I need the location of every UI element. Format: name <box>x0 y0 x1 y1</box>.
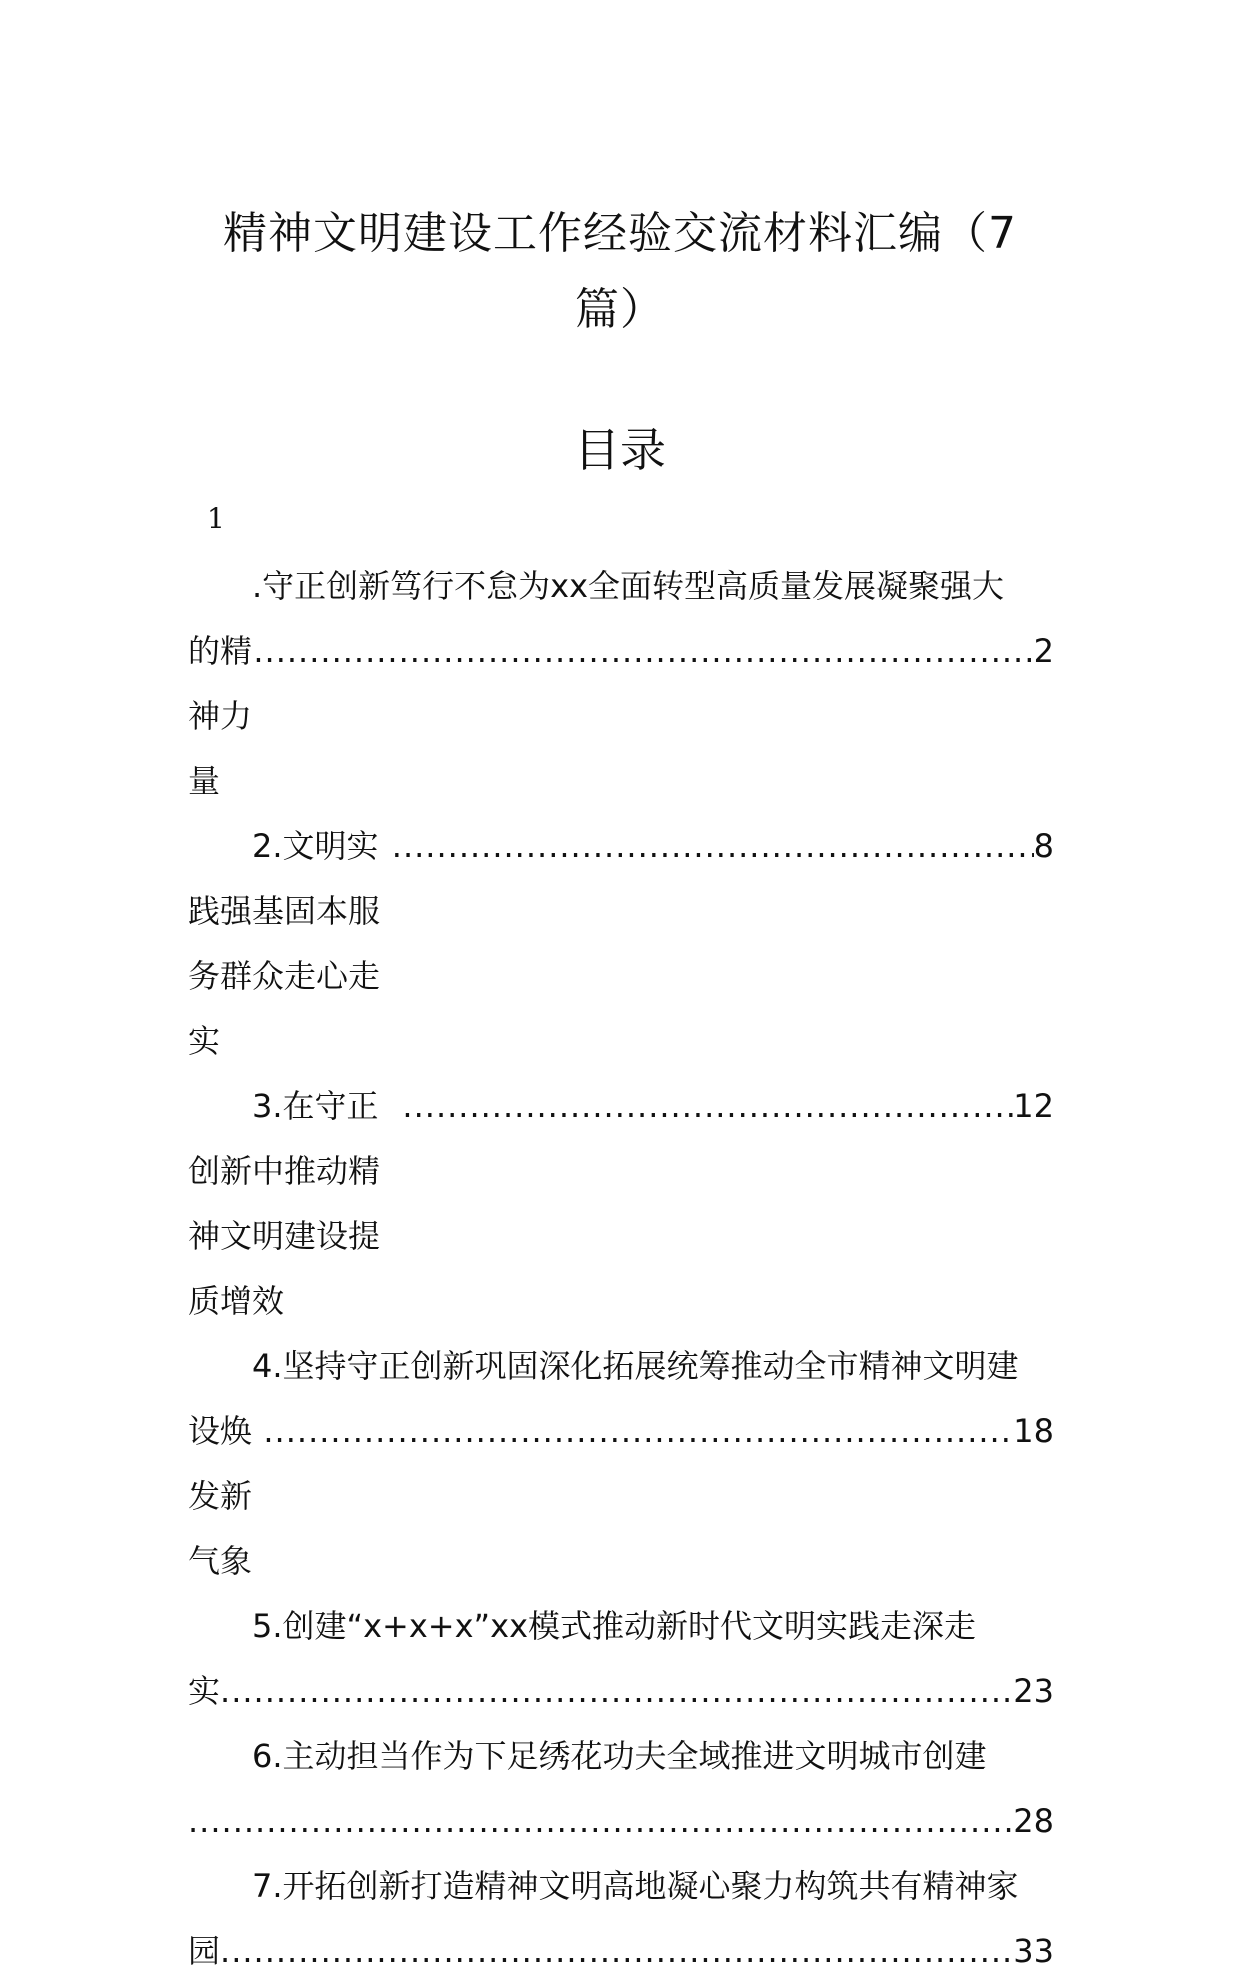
toc-entry-page: 2 <box>1033 632 1054 670</box>
toc-entry-title: 6.主动担当作为下足绣花功夫全域推进文明城市创建 <box>252 1737 987 1775</box>
toc-entry-page: 12 <box>1013 1087 1054 1125</box>
toc-leader-dots <box>220 1919 1013 1984</box>
toc-entry-4[interactable] <box>188 1334 1054 1594</box>
toc-entry-title-continued: 的精神力量 <box>188 632 253 800</box>
toc-leader-dots <box>220 1659 1013 1724</box>
document-title-line-1: 精神文明建设工作经验交流材料汇编（7 <box>223 208 1017 259</box>
toc-entry-title: 7.开拓创新打造精神文明高地凝心聚力构筑共有精神家 <box>252 1867 1019 1905</box>
toc-entry-2[interactable] <box>188 814 1054 1074</box>
toc-entry-1[interactable] <box>188 554 1054 814</box>
toc-entry-7[interactable] <box>188 1854 1054 1984</box>
toc-leader-dots <box>392 814 1034 879</box>
toc-leader-dots <box>263 1399 1013 1464</box>
toc-leader-dots <box>253 619 1033 684</box>
toc-entry-title: 4.坚持守正创新巩固深化拓展统筹推动全市精神文明建 <box>252 1347 1019 1385</box>
document-title <box>200 196 1040 348</box>
toc-entry-title: 5.创建“x+x+x”xx模式推动新时代文明实践走深走 <box>252 1607 977 1645</box>
toc-entry-page: 18 <box>1013 1412 1054 1450</box>
toc-entry-page: 28 <box>1013 1802 1054 1840</box>
toc-entry-page: 8 <box>1033 827 1054 865</box>
table-of-contents <box>188 554 1054 1984</box>
toc-entry-title: 3.在守正创新中推动精神文明建设提质增效 <box>188 1087 381 1320</box>
toc-entry-5[interactable] <box>188 1594 1054 1724</box>
toc-entry-6[interactable] <box>188 1724 1054 1854</box>
toc-entry-title: .守正创新笃行不怠为xx全面转型高质量发展凝聚强大 <box>252 567 1005 605</box>
toc-entry-page: 33 <box>1013 1932 1054 1970</box>
document-title-line-2: 篇） <box>575 284 665 335</box>
toc-entry-title-continued: 设焕发新气象 <box>188 1412 253 1580</box>
toc-heading: 目录 <box>574 423 666 477</box>
toc-leader-dots <box>402 1074 1013 1139</box>
toc-leader-dots <box>188 1789 1013 1854</box>
toc-entry-title-continued: 园 <box>188 1932 221 1970</box>
toc-entry-title-continued: 实 <box>188 1672 221 1710</box>
toc-entry-page: 23 <box>1013 1672 1054 1710</box>
toc-entry-3[interactable] <box>188 1074 1054 1334</box>
toc-entry-title: 2.文明实践强基固本服务群众走心走实 <box>188 827 381 1060</box>
page-number: 1 <box>207 502 225 535</box>
